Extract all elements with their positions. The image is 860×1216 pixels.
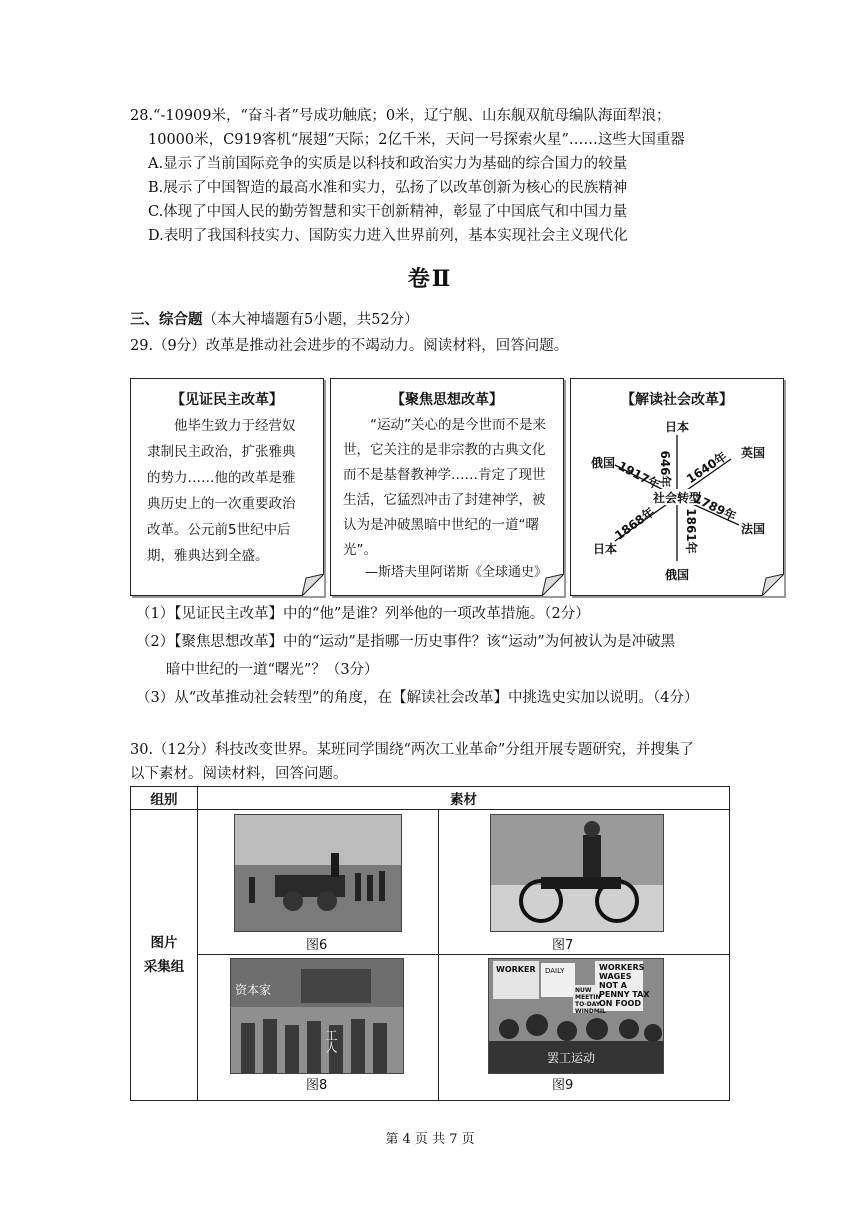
box-thought-reform [330, 378, 564, 596]
figure-9-sign-workers-wages: WORKERS WAGES NOT A PENNY TAX ON FOOD [599, 963, 650, 1008]
figure-8-worker-label: 工人 [324, 1029, 338, 1053]
page-fold-icon [542, 574, 564, 596]
spoke-country-japan-646: 日本 [664, 420, 690, 434]
box2-title: 【聚焦思想改革】 [391, 392, 503, 408]
q29-sub3: （3）从“改革推动社会转型”的角度，在【解读社会改革】中挑选史实加以说明。（4分） [136, 690, 699, 706]
figure-9-strike-label: 罢工运动 [547, 1051, 596, 1065]
group-label-line1: 图片 [150, 935, 178, 951]
q28-option-b: B.展示了中国智造的最高水准和实力，弘扬了以改革创新为核心的民族精神 [148, 180, 628, 196]
part3-heading [130, 310, 419, 330]
figure-8-capitalist-label: 资本家 [235, 983, 272, 997]
q28-option-a: A.显示了当前国际竞争的实质是以科技和政治实力为基础的综合国力的较量 [148, 156, 628, 172]
box1-title: 【见证民主改革】 [171, 392, 283, 408]
spoke-country-russia-1917: 俄国 [591, 456, 616, 470]
page-fold-icon [762, 574, 784, 596]
box-democratic-reform [130, 378, 324, 596]
table-group-cell [131, 810, 198, 1101]
q28-option-c: C.体现了中国人民的勤劳智慧和实干创新精神，彰显了中国底气和中国力量 [148, 204, 628, 220]
q28-stem-line2: 10000米，C919客机“展翅”天际；2亿千米，天问一号探索火星”……这些大国重器 [148, 132, 685, 148]
figure-9-strike-photo-image [488, 958, 664, 1074]
spoke-year-1917: 1917年 [615, 458, 663, 493]
diagram-center-label: 社会转型 [652, 491, 702, 505]
q29-sub2-line1: （2）【聚焦思想改革】中的“运动”是指哪一历史事件？该“运动”为何被认为是冲破黑 [136, 634, 676, 650]
spoke-year-646: 646年 [658, 450, 672, 488]
q30-stem-line1: 30.（12分）科技改变世界。某班同学围绕“两次工业革命”分组开展专题研究，并搜集了 [130, 742, 694, 758]
q29-sub1: （1）【见证民主改革】中的“他”是谁？列举他的一项改革措施。（2分） [136, 606, 590, 622]
figure-7-early-automobile-image [490, 814, 664, 932]
figure-8-caption: 图8 [306, 1078, 328, 1093]
figure-9-caption: 图9 [552, 1078, 574, 1093]
box-social-reform [570, 378, 784, 596]
part3-heading-rest: （本大神墙题有5小题，共52分） [202, 312, 419, 328]
q29-sub2-line2: 暗中世纪的一道“曙光”？（3分） [166, 662, 379, 678]
table-header-group: 组别 [131, 787, 198, 810]
spoke-year-1861: 1861年 [684, 508, 698, 554]
box2-source: —斯塔夫里阿诺斯《全球通史》 [364, 565, 547, 580]
figure-9-sign-left: WORKER [496, 965, 536, 974]
spoke-year-1789: 1789年 [691, 491, 739, 524]
figure-9-sign-daily: DAILY [545, 967, 565, 975]
figure-9-sign-nuw: NUW MEETIN TO-DAY WINDMIL [575, 987, 606, 1015]
spoke-country-japan-1868: 日本 [593, 542, 618, 556]
part3-heading-bold: 三、综合题 [130, 311, 203, 328]
q30-stem-line2: 以下素材。阅读材料，回答问题。 [130, 766, 348, 782]
page-footer: 第 4 页 共 7 页 [385, 1132, 475, 1147]
box3-title: 【解读社会改革】 [621, 392, 733, 408]
page-fold-icon [302, 574, 324, 596]
spoke-country-britain: 英国 [741, 446, 766, 460]
spoke-year-1868: 1868年 [612, 504, 658, 543]
box1-text: 他毕生致力于经营奴隶制民主政治，扩张雅典的势力……他的改革是雅典历史上的一次重要政治改革。公元前5世纪中后期，雅典达到全盛。 [147, 418, 296, 564]
spoke-country-russia-1861: 俄国 [664, 568, 690, 582]
q28-option-d: D.表明了我国科技实力、国防实力进入世界前列，基本实现社会主义现代化 [148, 228, 628, 244]
section-title: 卷Ⅱ [407, 266, 453, 292]
q28-stem-line1: 28.“-10909米，“奋斗者”号成功触底；0米，辽宁舰、山东舰双航母编队海面犁浪； [130, 108, 671, 124]
social-transformation-diagram [571, 413, 783, 593]
spoke-year-1640: 1640年 [684, 449, 730, 487]
box2-text: “运动”关心的是今世而不是来世，它关注的是非宗教的古典文化而不是基督教神学……肯定了现世生活，它猛烈冲击了封建神学，被认为是冲破黑暗中世纪的一道“曙光”。 [343, 417, 546, 558]
figure-8-cartoon-image [230, 958, 404, 1074]
q29-stem: 29.（9分）改革是推动社会进步的不竭动力。阅读材料，回答问题。 [130, 338, 569, 354]
figure-6-caption: 图6 [306, 938, 328, 953]
spoke-country-france: 法国 [741, 522, 766, 536]
figure-7-caption: 图7 [552, 938, 574, 953]
group-label-line2: 采集组 [143, 959, 185, 975]
figure-6-steam-locomotive-image [234, 814, 402, 932]
table-header-materials: 素材 [198, 787, 730, 810]
